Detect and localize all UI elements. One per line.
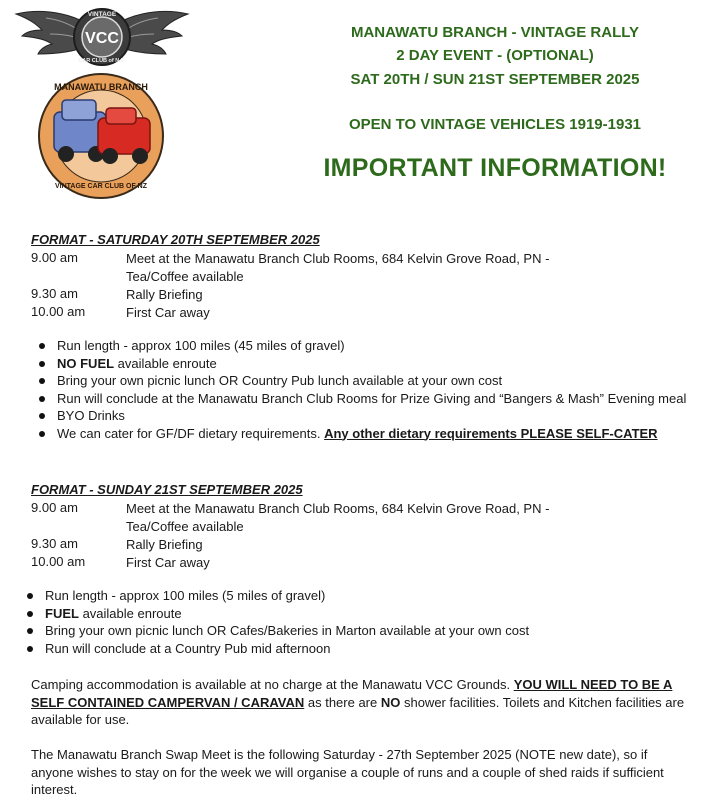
schedule-desc: First Car away: [126, 555, 210, 570]
list-item: Bring your own picnic lunch OR Cafes/Bakeries in Marton available at your own cost: [19, 622, 679, 640]
swap-meet-paragraph: The Manawatu Branch Swap Meet is the following Saturday - 27th September 2025 (NOTE new date), so if anyone wishes to stay on for the week we will organise a couple of runs and a couple of shed raids if sufficient interest.: [31, 747, 664, 797]
manawatu-branch-logo: [36, 70, 166, 202]
list-item: Bring your own picnic lunch OR Country Pub lunch available at your own cost: [31, 372, 691, 390]
event-subtitle: 2 DAY EVENT - (OPTIONAL): [396, 47, 594, 64]
schedule-desc: Meet at the Manawatu Branch Club Rooms, 684 Kelvin Grove Road, PN - Tea/Coffee available: [126, 501, 550, 534]
schedule-time: 10.00 am: [31, 554, 86, 569]
eligibility-note: OPEN TO VINTAGE VEHICLES 1919-1931: [348, 116, 642, 133]
list-item: Run length - approx 100 miles (5 miles of gravel): [19, 587, 679, 605]
vcc-logo-top-text: VINTAGE: [87, 11, 117, 18]
sunday-bullet-list: [19, 587, 679, 657]
list-item: FUEL available enroute: [19, 605, 679, 623]
event-title: MANAWATU BRANCH - VINTAGE RALLY: [350, 24, 640, 41]
saturday-section-title: FORMAT - SATURDAY 20TH SEPTEMBER 2025: [31, 232, 320, 247]
list-item: Run length - approx 100 miles (45 miles of gravel): [31, 337, 691, 355]
vcc-logo-monogram: VCC: [85, 30, 119, 47]
vcc-winged-logo: [12, 4, 192, 70]
vcc-logo-bottom-text: CAR CLUB of N.Z.: [78, 58, 126, 64]
schedule-desc: Rally Briefing: [126, 537, 203, 552]
schedule-time: 9.30 am: [31, 286, 78, 301]
list-item: NO FUEL available enroute: [31, 355, 691, 373]
schedule-time: 9.30 am: [31, 536, 78, 551]
event-dates: SAT 20TH / SUN 21ST SEPTEMBER 2025: [350, 71, 640, 88]
schedule-desc: Meet at the Manawatu Branch Club Rooms, 684 Kelvin Grove Road, PN - Tea/Coffee available: [126, 251, 550, 284]
list-item: BYO Drinks: [31, 407, 691, 425]
saturday-bullet-list: [31, 337, 691, 442]
list-item: Run will conclude at a Country Pub mid afternoon: [19, 640, 679, 658]
schedule-time: 9.00 am: [31, 500, 78, 515]
schedule-desc: First Car away: [126, 305, 210, 320]
list-item: Run will conclude at the Manawatu Branch Club Rooms for Prize Giving and “Bangers & Mash” Evening meal: [31, 390, 691, 408]
camping-paragraph: Camping accommodation is available at no charge at the Manawatu VCC Grounds. YOU WILL NEED TO BE A SELF CONTAINED CAMPERVAN / CARAVAN as there are NO shower facilities. Toilets and Kitchen facilities are available for use.: [31, 677, 685, 727]
schedule-time: 9.00 am: [31, 250, 78, 265]
sunday-section-title: FORMAT - SUNDAY 21ST SEPTEMBER 2025: [31, 482, 303, 497]
branch-logo-bottom-text: VINTAGE CAR CLUB OF NZ: [54, 183, 148, 190]
schedule-time: 10.00 am: [31, 304, 86, 319]
branch-logo-top-text: MANAWATU BRANCH: [54, 82, 148, 92]
list-item: We can cater for GF/DF dietary requirements. Any other dietary requirements PLEASE SELF-CATER: [31, 425, 691, 443]
schedule-desc: Rally Briefing: [126, 287, 203, 302]
important-heading: IMPORTANT INFORMATION!: [323, 154, 667, 182]
